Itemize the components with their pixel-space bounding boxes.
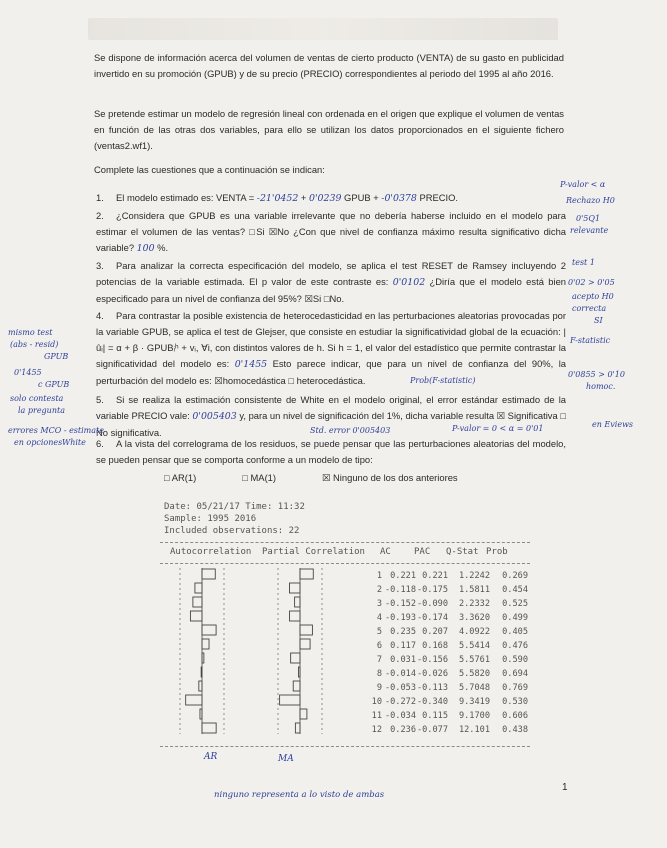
note-absresid: (abs - resid) — [10, 340, 59, 349]
cell-qstat-9: 5.7048 — [458, 683, 490, 693]
pac-bar-3 — [295, 597, 300, 607]
question-6-options — [164, 470, 544, 486]
note-05q1: 0'5Q1 — [576, 214, 601, 223]
note-val: 0'1455 — [14, 368, 42, 377]
note-white: White — [62, 438, 86, 447]
intro-paragraph-2: Se pretende estimar un modelo de regresión lineal con ordenada en el origen que explique el volumen de ventas en función de las otras dos variables, para ello se utilizan los datos proporcionados en el siguiente fichero (ventas2.wf1). — [94, 108, 564, 151]
note-relevante: relevante — [570, 226, 609, 235]
cell-prob-3: 0.525 — [502, 599, 528, 609]
ac-bar-3 — [193, 597, 202, 607]
cell-qstat-12: 12.101 — [458, 725, 490, 735]
ac-bar-2 — [195, 583, 202, 593]
table-header-rule — [160, 563, 530, 564]
table-top-rule — [160, 542, 530, 543]
note-cgpub: c GPUB — [38, 380, 70, 389]
answer-precio-coef: -0'0378 — [381, 193, 417, 204]
note-pval0: P-valor = 0 < α = 0'01 — [452, 424, 544, 433]
ac-bar-7 — [202, 653, 204, 663]
cell-lag-9: 9 — [376, 683, 382, 693]
pac-bar-10 — [280, 695, 300, 705]
cell-qstat-5: 4.0922 — [458, 627, 490, 637]
ac-bar-9 — [199, 681, 202, 691]
cell-lag-4: 4 — [376, 613, 382, 623]
cell-ac-11: -0.034 — [384, 711, 416, 721]
cell-lag-8: 8 — [376, 669, 382, 679]
note-si: SI — [594, 316, 603, 325]
eviews-obs: Included observations: 22 — [164, 526, 300, 536]
cell-prob-5: 0.405 — [502, 627, 528, 637]
cell-ac-10: -0.272 — [384, 697, 416, 707]
eviews-sample: Sample: 1995 2016 — [164, 514, 257, 524]
note-pregunta: la pregunta — [18, 406, 65, 415]
cell-lag-5: 5 — [376, 627, 382, 637]
question-4: 4. Para contrastar la posible existencia de heterocedasticidad en las perturbaciones aleatorias provocadas por la variable GPUB, se aplica el test de Glejser, que consiste en estudiar la significatividad global de la ecuación: |ûᵢ| = α + β · GPUBᵢʰ + vᵢ, ∀i, con distintos valores de h. Si h = 1, el valor del estadístico que permite contrastar la significatividad del modelo es: 0'1455 Esto parece indicar, que para un nivel de confianza del 90%, la perturbación del modelo es: ☒homocedástica □ heterocedástica. — [96, 310, 567, 386]
cell-pac-2: -0.175 — [416, 585, 448, 595]
cell-pac-7: -0.156 — [416, 655, 448, 665]
note-cmp2: 0'0855 > 0'10 — [568, 370, 625, 379]
cell-prob-7: 0.590 — [502, 655, 528, 665]
note-probf: Prob(F-statistic) — [410, 376, 476, 385]
correlogram — [160, 566, 540, 742]
cell-lag-11: 11 — [371, 711, 382, 721]
note-opciones: en opciones — [14, 438, 63, 447]
cell-ac-4: -0.193 — [384, 613, 416, 623]
cell-pac-6: 0.168 — [422, 641, 448, 651]
option-ar1[interactable]: □ AR(1) — [164, 472, 197, 483]
note-mismo: mismo test — [8, 328, 53, 337]
cell-lag-12: 12 — [371, 725, 382, 735]
cell-prob-6: 0.476 — [502, 641, 528, 651]
ac-bar-5 — [202, 625, 216, 635]
note-bottom: ninguno representa a lo visto de ambas — [214, 790, 385, 800]
col-partial-correlation: Partial Correlation — [262, 547, 365, 557]
note-fstat: F-statistic — [570, 336, 611, 345]
cell-prob-4: 0.499 — [502, 613, 528, 623]
note-eviews: en Eviews — [592, 420, 634, 429]
intro-paragraph-3: Complete las cuestiones que a continuación se indican: — [94, 164, 325, 175]
cell-qstat-3: 2.2332 — [458, 599, 490, 609]
cell-ac-12: 0.236 — [390, 725, 416, 735]
cell-qstat-4: 3.3620 — [458, 613, 490, 623]
question-number: 1. — [96, 192, 104, 203]
question-2: 2. ¿Considera que GPUB es una variable irrelevante que no debería haberse incluido en el modelo para estimar el volumen de las ventas? □Si ☒No ¿Con que nivel de confianza máximo resulta significativo dicha variable? 100 %. — [96, 210, 566, 254]
cell-prob-10: 0.530 — [502, 697, 528, 707]
cell-ac-3: -0.152 — [384, 599, 416, 609]
note-rechazo: Rechazo H0 — [566, 196, 615, 205]
cell-qstat-11: 9.1700 — [458, 711, 490, 721]
answer-glejser-stat: 0'1455 — [234, 359, 268, 370]
question-3: 3. Para analizar la correcta especificación del modelo, se aplica el test RESET de Ramsey incluyendo 2 potencias de la variable estimada. El p valor de este contraste es: 0'0102 ¿Diría que el modelo está bien especificado para un nivel de confianza del 95%? ☒Si □No. — [96, 260, 566, 304]
cell-lag-2: 2 — [376, 585, 382, 595]
note-ar: AR — [204, 752, 218, 762]
ac-bar-8 — [201, 667, 202, 677]
answer-confidence: 100 — [136, 243, 155, 254]
ac-bar-10 — [186, 695, 202, 705]
pac-bar-7 — [291, 653, 300, 663]
question-6: 6. A la vista del correlograma de los residuos, se puede pensar que las perturbaciones aleatorias del modelo, se pueden pensar que se comporta conforme a un modelo de tipo: — [96, 438, 566, 465]
cell-pac-5: 0.207 — [422, 627, 448, 637]
note-gpub: GPUB — [44, 352, 69, 361]
question-5: 5. Si se realiza la estimación consistente de White en el modelo original, el error estándar estimado de la variable PRECIO vale: 0'005403 y, para un nivel de significación del 1%, dicha variable resulta ☒ Significativa □ No significativa. — [96, 394, 566, 438]
faded-title-band — [88, 18, 558, 40]
cell-lag-10: 10 — [371, 697, 382, 707]
eviews-date: Date: 05/21/17 Time: 11:32 — [164, 502, 305, 512]
pac-bar-4 — [290, 611, 300, 621]
cell-prob-8: 0.694 — [502, 669, 528, 679]
cell-pac-3: -0.090 — [416, 599, 448, 609]
cell-qstat-7: 5.5761 — [458, 655, 490, 665]
note-correcta: correcta — [572, 304, 607, 313]
cell-pac-10: -0.340 — [416, 697, 448, 707]
note-homoc: homoc. — [586, 382, 616, 391]
cell-ac-5: 0.235 — [390, 627, 416, 637]
cell-qstat-8: 5.5820 — [458, 669, 490, 679]
ac-bar-6 — [202, 639, 209, 649]
ac-bar-4 — [190, 611, 202, 621]
cell-prob-12: 0.438 — [502, 725, 528, 735]
cell-prob-11: 0.606 — [502, 711, 528, 721]
cell-ac-6: 0.117 — [390, 641, 416, 651]
cell-pac-11: 0.115 — [422, 711, 448, 721]
cell-prob-1: 0.269 — [502, 571, 528, 581]
cell-lag-7: 7 — [376, 655, 382, 665]
pac-bar-6 — [300, 639, 310, 649]
pac-bar-12 — [295, 723, 300, 733]
cell-lag-3: 3 — [376, 599, 382, 609]
cell-prob-9: 0.769 — [502, 683, 528, 693]
note-cmp: 0'02 > 0'05 — [568, 278, 615, 287]
cell-lag-6: 6 — [376, 641, 382, 651]
question-1: 1. El modelo estimado es: VENTA = -21'0452 + 0'0239 GPUB + -0'0378 PRECIO. — [96, 192, 459, 204]
cell-ac-7: 0.031 — [390, 655, 416, 665]
cell-ac-1: 0.221 — [390, 571, 416, 581]
cell-pac-4: -0.174 — [416, 613, 448, 623]
pac-bar-1 — [300, 569, 313, 579]
cell-qstat-6: 5.5414 — [458, 641, 490, 651]
intro-paragraph-1: Se dispone de información acerca del volumen de ventas de cierto producto (VENTA) de su gasto en publicidad invertido en su promoción (GPUB) y de su precio (PRECIO) correspondientes al periodo del 1995 al año 2016. — [94, 52, 564, 79]
cell-qstat-10: 9.3419 — [458, 697, 490, 707]
ac-bar-11 — [200, 709, 202, 719]
cell-ac-8: -0.014 — [384, 669, 416, 679]
ac-bar-12 — [202, 723, 216, 733]
note-stderr: Std. error 0'005403 — [310, 426, 391, 435]
answer-white-se: 0'005403 — [192, 411, 237, 422]
cell-prob-2: 0.454 — [502, 585, 528, 595]
note-acepto: acepto H0 — [572, 292, 614, 301]
pac-bar-8 — [298, 667, 300, 677]
cell-ac-2: -0.118 — [384, 585, 416, 595]
col-autocorrelation: Autocorrelation — [170, 547, 252, 557]
answer-gpub-coef: 0'0239 — [309, 193, 342, 204]
cell-pac-12: -0.077 — [416, 725, 448, 735]
note-errores: errores MCO - estimate — [8, 426, 104, 435]
cell-lag-1: 1 — [376, 571, 382, 581]
col-ac: AC — [380, 547, 391, 557]
col-pac: PAC — [414, 547, 431, 557]
ac-bar-1 — [202, 569, 215, 579]
note-solo: solo contesta — [10, 394, 64, 403]
col-qstat: Q-Stat — [446, 547, 479, 557]
cell-ac-9: -0.053 — [384, 683, 416, 693]
cell-pac-1: 0.221 — [422, 571, 448, 581]
page-number: 1 — [562, 782, 568, 793]
col-prob: Prob — [486, 547, 508, 557]
pac-bar-9 — [293, 681, 300, 691]
pac-bar-2 — [290, 583, 301, 593]
answer-intercept: -21'0452 — [256, 193, 299, 204]
pac-bar-11 — [300, 709, 307, 719]
cell-qstat-2: 1.5811 — [458, 585, 490, 595]
option-none[interactable]: ☒ Ninguno de los dos anteriores — [322, 472, 458, 483]
note-pvalor: P-valor < α — [560, 180, 606, 189]
cell-qstat-1: 1.2242 — [458, 571, 490, 581]
option-ma1[interactable]: □ MA(1) — [242, 472, 277, 483]
cell-pac-9: -0.113 — [416, 683, 448, 693]
note-test1: test 1 — [572, 258, 595, 267]
cell-pac-8: -0.026 — [416, 669, 448, 679]
pac-bar-5 — [300, 625, 312, 635]
answer-reset-pvalue: 0'0102 — [392, 277, 426, 288]
note-ma: MA — [278, 754, 294, 764]
table-bottom-rule — [160, 746, 530, 747]
